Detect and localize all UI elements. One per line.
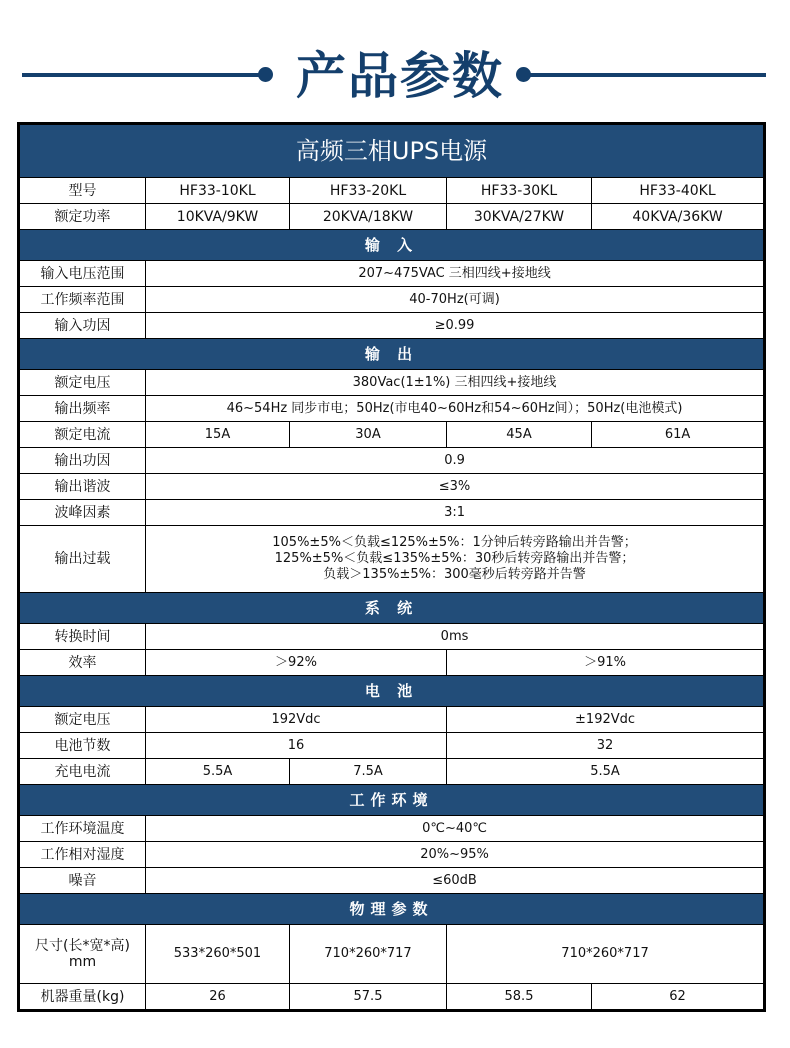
row-value: 5.5A	[146, 759, 290, 785]
row-label: 额定电压	[19, 707, 146, 733]
model-cell: HF33-10KL	[146, 178, 290, 204]
table-row	[19, 313, 765, 339]
row-label: 电池节数	[19, 733, 146, 759]
table-row	[19, 816, 765, 842]
row-value: ≥0.99	[146, 313, 765, 339]
table-row	[19, 526, 765, 593]
section-title: 系 统	[19, 593, 765, 624]
row-value: 26	[146, 984, 290, 1011]
section-header-input	[19, 230, 765, 261]
row-label: 输出功因	[19, 448, 146, 474]
row-value: ±192Vdc	[447, 707, 765, 733]
row-value: 45A	[447, 422, 592, 448]
table-row	[19, 422, 765, 448]
table-row	[19, 287, 765, 313]
table-row	[19, 707, 765, 733]
row-value: 0.9	[146, 448, 765, 474]
table-row	[19, 868, 765, 894]
spec-table	[17, 122, 766, 1012]
section-title: 输 入	[19, 230, 765, 261]
table-row	[19, 650, 765, 676]
row-label: 工作相对湿度	[19, 842, 146, 868]
row-value: 192Vdc	[146, 707, 447, 733]
power-cell: 40KVA/36KW	[592, 204, 765, 230]
row-value: 15A	[146, 422, 290, 448]
table-row	[19, 759, 765, 785]
table-row	[19, 842, 765, 868]
table-row	[19, 474, 765, 500]
row-label: 噪音	[19, 868, 146, 894]
row-value: 58.5	[447, 984, 592, 1011]
row-label: 输出过载	[19, 526, 146, 593]
overload-line: 125%±5%＜负载≤135%±5%：30秒后转旁路输出并告警；	[274, 551, 635, 566]
overload-line: 105%±5%＜负载≤125%±5%：1分钟后转旁路输出并告警；	[272, 535, 637, 550]
section-title: 电 池	[19, 676, 765, 707]
row-label: 尺寸(长*宽*高) mm	[19, 925, 146, 984]
row-label: 转换时间	[19, 624, 146, 650]
model-cell: HF33-40KL	[592, 178, 765, 204]
table-row-rated-power	[19, 204, 765, 230]
row-value-multiline	[146, 526, 765, 593]
row-value: 710*260*717	[447, 925, 765, 984]
row-value: 5.5A	[447, 759, 765, 785]
row-value: ≤60dB	[146, 868, 765, 894]
table-row	[19, 261, 765, 287]
model-cell: HF33-30KL	[447, 178, 592, 204]
row-value: ＞92%	[146, 650, 447, 676]
table-row-model	[19, 178, 765, 204]
row-label: 额定电压	[19, 370, 146, 396]
row-value: 710*260*717	[290, 925, 447, 984]
row-value: 0℃~40℃	[146, 816, 765, 842]
row-label: 工作环境温度	[19, 816, 146, 842]
table-row	[19, 624, 765, 650]
row-value: 533*260*501	[146, 925, 290, 984]
row-value: ＞91%	[447, 650, 765, 676]
title-divider-right	[528, 73, 766, 77]
row-label: 型号	[19, 178, 146, 204]
page-title: 产品参数	[296, 47, 504, 105]
table-title: 高频三相UPS电源	[19, 124, 765, 178]
section-title: 输 出	[19, 339, 765, 370]
page-title-bar	[0, 40, 790, 112]
row-label: 输出谐波	[19, 474, 146, 500]
row-label: 额定电流	[19, 422, 146, 448]
section-header-battery	[19, 676, 765, 707]
table-title-row	[19, 124, 765, 178]
table-row	[19, 448, 765, 474]
section-header-output	[19, 339, 765, 370]
row-value: 57.5	[290, 984, 447, 1011]
row-value: ≤3%	[146, 474, 765, 500]
row-value: 30A	[290, 422, 447, 448]
power-cell: 20KVA/18KW	[290, 204, 447, 230]
row-label: 输出频率	[19, 396, 146, 422]
row-label: 输入功因	[19, 313, 146, 339]
row-label: 额定功率	[19, 204, 146, 230]
power-cell: 10KVA/9KW	[146, 204, 290, 230]
row-label: 充电电流	[19, 759, 146, 785]
row-label: 输入电压范围	[19, 261, 146, 287]
row-value: 207~475VAC 三相四线+接地线	[146, 261, 765, 287]
row-label: 波峰因素	[19, 500, 146, 526]
table-row	[19, 984, 765, 1011]
title-divider-left	[22, 73, 262, 77]
row-label: 机器重量(kg)	[19, 984, 146, 1011]
row-label: 工作频率范围	[19, 287, 146, 313]
row-value: 61A	[592, 422, 765, 448]
section-header-physical	[19, 894, 765, 925]
row-value: 16	[146, 733, 447, 759]
section-title: 物理参数	[19, 894, 765, 925]
table-row	[19, 925, 765, 984]
row-value: 46~54Hz 同步市电；50Hz(市电40~60Hz和54~60Hz间）；50Hz(电池模式)	[146, 396, 765, 422]
table-row	[19, 370, 765, 396]
section-title: 工作环境	[19, 785, 765, 816]
row-value: 62	[592, 984, 765, 1011]
table-row	[19, 733, 765, 759]
row-value: 20%~95%	[146, 842, 765, 868]
row-value: 380Vac(1±1%) 三相四线+接地线	[146, 370, 765, 396]
table-row	[19, 500, 765, 526]
section-header-system	[19, 593, 765, 624]
row-value: 7.5A	[290, 759, 447, 785]
power-cell: 30KVA/27KW	[447, 204, 592, 230]
title-dot-left-icon	[258, 67, 273, 82]
row-value: 40-70Hz(可调)	[146, 287, 765, 313]
model-cell: HF33-20KL	[290, 178, 447, 204]
row-value: 3:1	[146, 500, 765, 526]
overload-line: 负载＞135%±5%：300毫秒后转旁路并告警	[323, 567, 586, 582]
section-header-environment	[19, 785, 765, 816]
table-row	[19, 396, 765, 422]
row-label: 效率	[19, 650, 146, 676]
row-value: 32	[447, 733, 765, 759]
row-value: 0ms	[146, 624, 765, 650]
